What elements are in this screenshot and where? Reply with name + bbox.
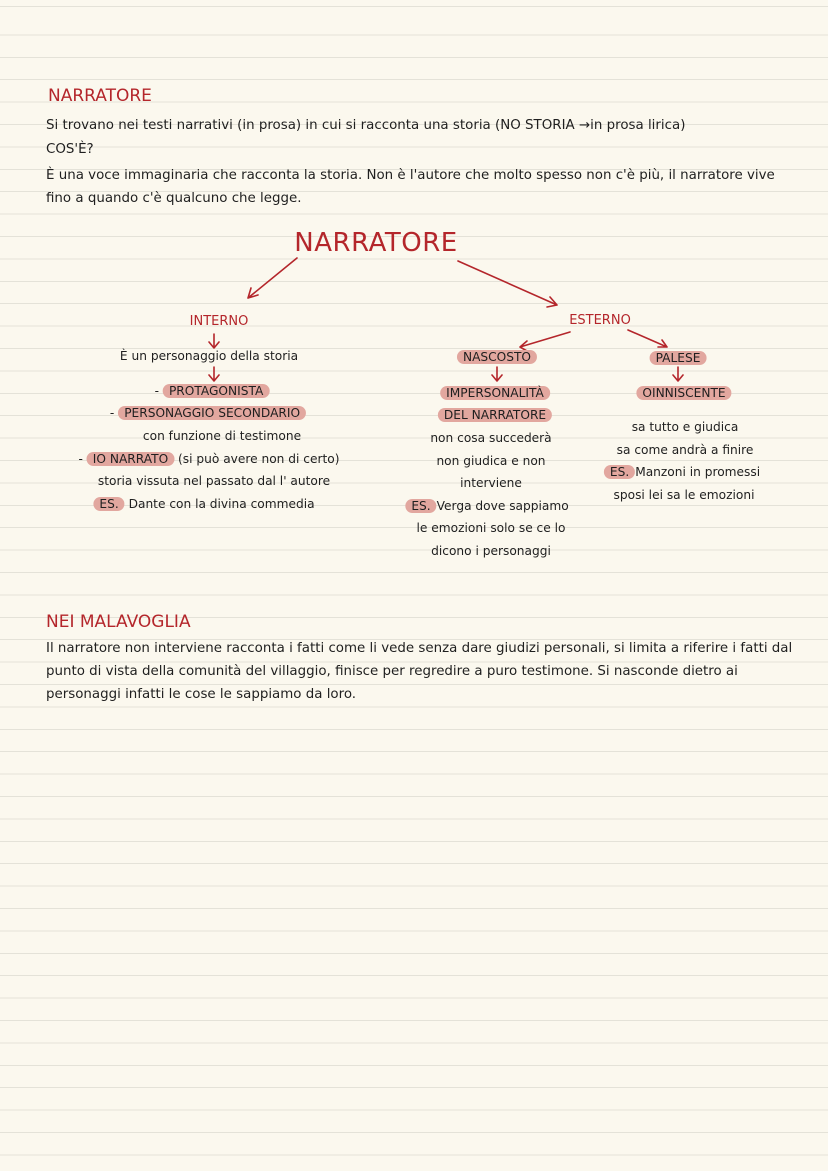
palese-line3: sposi lei sa le emozioni: [613, 488, 755, 502]
es-text: Manzoni in promessi: [635, 465, 761, 479]
io-narrato-highlight: IO NARRATO: [87, 452, 174, 466]
protagonista-highlight: PROTAGONISTA: [163, 384, 269, 398]
es-text: Dante con la divina commedia: [128, 497, 315, 511]
interno-protagonista: [155, 380, 270, 403]
nascosto-highlight: NASCOSTO: [457, 350, 537, 364]
interno-description: È un personaggio della storia: [119, 349, 299, 363]
palese-example: [604, 461, 760, 484]
palese-line2: sa come andrà a finire: [616, 443, 754, 457]
del-narratore-highlight: DEL NARRATORE: [438, 408, 552, 422]
interno-storia: storia vissuta nel passato dal l' autore: [97, 474, 331, 488]
dash: -: [154, 384, 160, 398]
section-title-malavoglia: NEI MALAVOGLIA: [46, 612, 191, 632]
interno-secondario: [110, 402, 306, 425]
interno-io-narrato: [79, 448, 340, 471]
onniscente-highlight: OINNISCENTE: [636, 386, 731, 400]
nascosto-del-narratore: [438, 404, 552, 427]
palese-highlight: PALESE: [650, 351, 707, 365]
es-text: Verga dove sappiamo: [436, 499, 569, 513]
secondario-highlight: PERSONAGGIO SECONDARIO: [118, 406, 306, 420]
nascosto-impersonalita: [440, 382, 550, 405]
diagram-root-title: NARRATORE: [294, 228, 458, 258]
arrow-root-esterno: [458, 261, 557, 307]
nascosto-line2: non giudica e non: [436, 454, 546, 468]
arrow-nascosto-down: [492, 367, 502, 381]
section-title-narratore: NARRATORE: [48, 86, 152, 106]
intro-line: Si trovano nei testi narrativi (in prosa) in cui si racconta una storia (NO STORIA →in prosa lirica): [46, 118, 686, 133]
palese-label: [650, 347, 707, 370]
dash: -: [109, 406, 115, 420]
nascosto-line5: dicono i personaggi: [431, 544, 551, 558]
nascosto-label: [457, 346, 537, 369]
interno-label: INTERNO: [189, 314, 249, 329]
es-highlight: ES.: [93, 497, 124, 511]
io-narrato-note: (si può avere non di certo): [178, 452, 340, 466]
arrow-interno-desc-down: [209, 367, 219, 381]
malavoglia-paragraph: Il narratore non interviene racconta i fatti come li vede senza dare giudizi personali, si limita a riferire i fatti dal punto di vista della comunità del villaggio, finisce per regredire a puro testimone. Si nasconde dietro ai personaggi infatti le cose le sappiamo da loro.: [46, 641, 793, 702]
es-highlight: ES.: [405, 499, 436, 513]
definition-paragraph: È una voce immaginaria che racconta la storia. Non è l'autore che molto spesso non c'è più, il narratore vive fino a quando c'è qualcuno che legge.: [46, 168, 775, 206]
arrow-root-interno: [248, 258, 297, 298]
interno-example: [93, 493, 314, 516]
nascosto-line3: interviene: [460, 476, 522, 490]
interno-testimone: con funzione di testimone: [142, 429, 302, 443]
impersonalita-highlight: IMPERSONALITÀ: [440, 386, 550, 400]
esterno-label: ESTERNO: [569, 313, 631, 328]
nascosto-line1: non cosa succederà: [430, 431, 552, 445]
nascosto-line4: le emozioni solo se ce lo: [416, 521, 566, 535]
palese-onniscente: [636, 382, 731, 405]
es-highlight: ES.: [604, 465, 635, 479]
palese-line1: sa tutto e giudica: [631, 420, 739, 434]
question-line: COS'È?: [46, 142, 94, 157]
dash: -: [78, 452, 83, 466]
nascosto-example: [405, 495, 568, 518]
arrow-esterno-palese: [628, 330, 667, 347]
